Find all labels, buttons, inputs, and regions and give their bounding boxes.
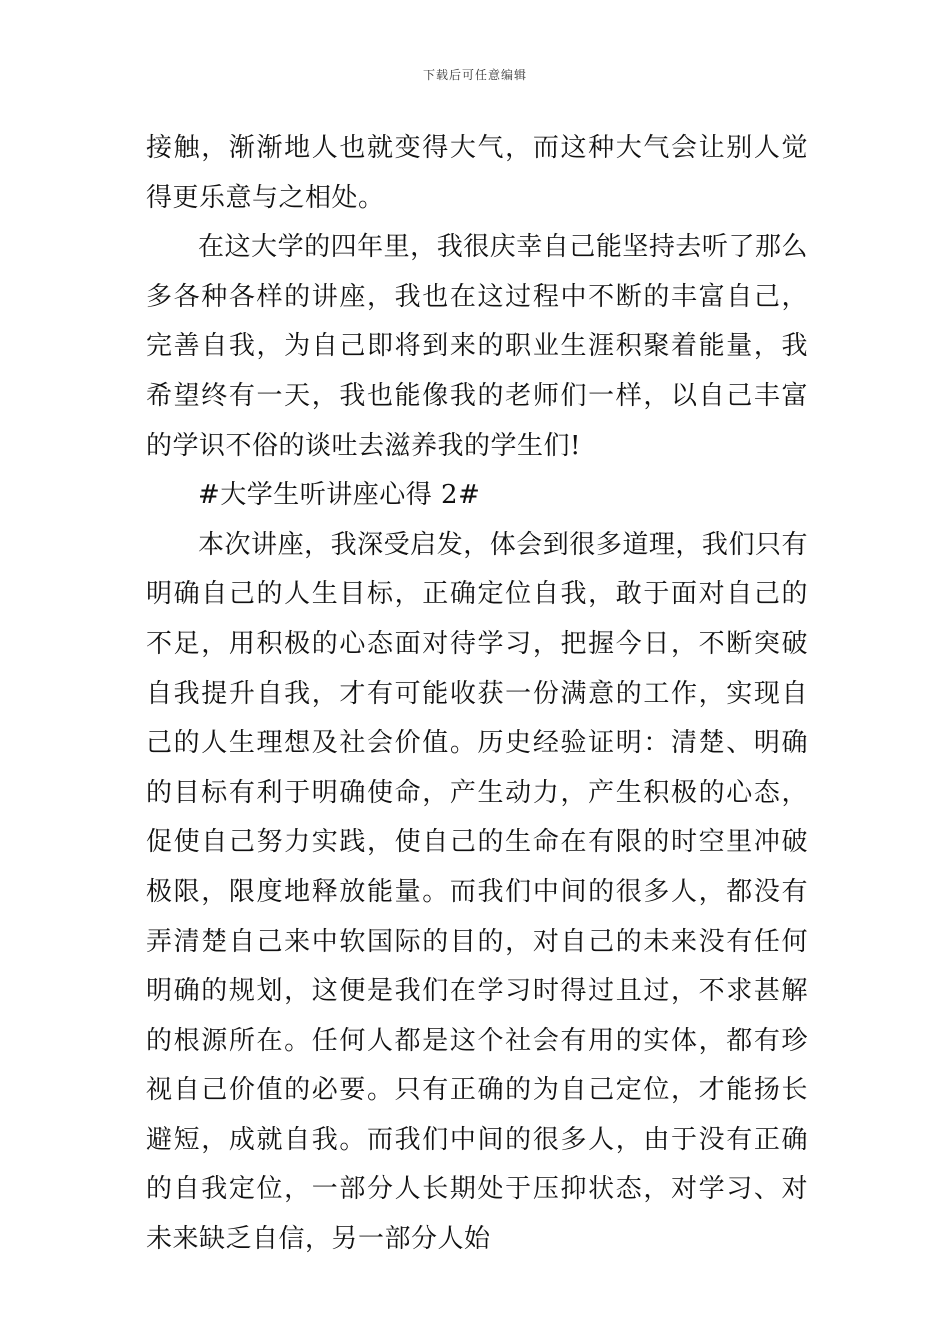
paragraph-1: 接触，渐渐地人也就变得大气，而这种大气会让别人觉得更乐意与之相处。 — [146, 133, 808, 213]
document-body — [146, 124, 808, 1265]
paragraph-2: 在这大学的四年里，我很庆幸自己能坚持去听了那么多各种各样的讲座，我也在这过程中不断的丰富自己，完善自我，为自己即将到来的职业生涯积聚着能量，我希望终有一天，我也能像我的老师们一样，以自己丰富的学识不俗的谈吐去滋养我的学生们! — [146, 232, 808, 461]
section-heading: #大学生听讲座心得 2# — [198, 480, 481, 511]
paragraph-3: 本次讲座，我深受启发，体会到很多道理，我们只有明确自己的人生目标，正确定位自我，敢于面对自己的不足，用积极的心态面对待学习，把握今日，不断突破自我提升自我，才有可能收获一份满意的工作，实现自己的人生理想及社会价值。历史经验证明：清楚、明确的目标有利于明确使命，产生动力，产生积极的心态，促使自己努力实践，使自己的生命在有限的时空里冲破极限，限度地释放能量。而我们中间的很多人，都没有弄清楚自己来中软国际的目的，对自己的未来没有任何明确的规划，这便是我们在学习时得过且过，不求甚解的根源所在。任何人都是这个社会有用的实体，都有珍视自己价值的必要。只有正确的为自己定位，才能扬长避短，成就自我。而我们中间的很多人，由于没有正确的自我定位，一部分人长期处于压抑状态，对学习、对未来缺乏自信，另一部分人始 — [146, 529, 808, 1255]
header-note: 下载后可任意编辑 — [422, 68, 527, 82]
